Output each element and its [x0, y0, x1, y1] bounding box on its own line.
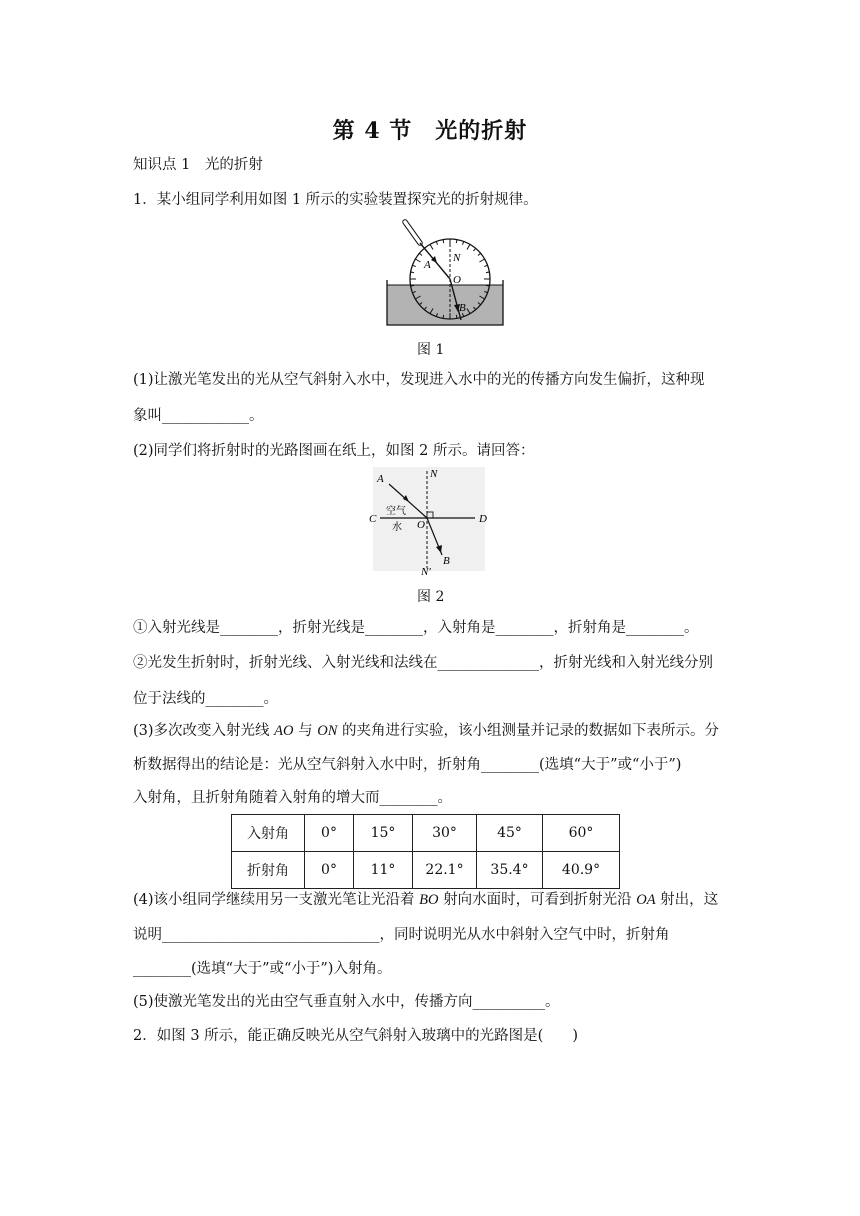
part-4-text-a: (4)该小组同学继续用另一支激光笔让光沿着 [133, 892, 420, 908]
protractor-tick [484, 265, 487, 266]
part-1-line-1: (1)让激光笔发出的光从空气斜射入水中，发现进入水中的光的传播方向发生偏折，这种现 [133, 372, 705, 388]
table-cell: 入射角 [232, 815, 305, 852]
fig2-label-c: C [369, 513, 377, 525]
symbol-oa: OA [636, 892, 656, 908]
part-1-line-2: 象叫____________。 [133, 408, 264, 424]
laser-pen [405, 222, 420, 243]
protractor-tick [456, 240, 457, 243]
figure-2-background [373, 467, 485, 571]
fig1-label-n: N [453, 252, 461, 264]
protractor-tick [419, 253, 422, 255]
figure-2-diagram [363, 465, 498, 577]
part-4-line-3: ________(选填“大于”或“小于”)入射角。 [133, 961, 392, 977]
fig2-label-water: 水 [392, 522, 402, 533]
protractor-tick [411, 285, 414, 286]
protractor-tick [462, 241, 463, 244]
protractor-tick [456, 315, 457, 318]
protractor-tick [443, 240, 444, 243]
protractor-tick [430, 244, 433, 249]
part-2-item-2-line-2: 位于法线的________。 [133, 691, 278, 707]
symbol-on: ON [317, 723, 338, 739]
part-2-item-2-line-1: ②光发生折射时，折射光线、入射光线和法线在______________，折射光线和入射光线分别 [133, 655, 713, 671]
protractor-tick [486, 285, 489, 286]
table-cell: 11° [354, 852, 413, 889]
fig2-label-n-prime: N′ [421, 566, 431, 577]
figure-1-diagram [378, 216, 508, 328]
protractor-tick [479, 259, 484, 262]
fig1-label-o: O [453, 274, 461, 286]
table-cell: 22.1° [413, 852, 477, 889]
part-2-intro: (2)同学们将折射时的光路图画在纸上，如图 2 所示。请回答： [133, 443, 535, 459]
protractor-tick [486, 272, 489, 273]
protractor-tick [436, 241, 437, 244]
angle-data-table [231, 814, 620, 889]
table-cell: 35.4° [477, 852, 543, 889]
protractor-tick [411, 272, 414, 273]
protractor-tick [415, 259, 420, 262]
fig2-label-o: O [417, 519, 425, 531]
part-5: (5)使激光笔发出的光由空气垂直射入水中，传播方向__________。 [133, 994, 560, 1010]
fig2-label-air: 空气 [386, 506, 406, 517]
protractor-tick [473, 248, 475, 251]
symbol-bo: BO [419, 892, 439, 908]
fig2-label-d: D [479, 513, 487, 525]
table-row [232, 815, 620, 852]
table-row [232, 852, 620, 889]
page-title: 第 4 节 光的折射 [332, 118, 528, 144]
table-cell: 45° [477, 815, 543, 852]
part-3-line-1 [133, 721, 719, 741]
table-cell: 30° [413, 815, 477, 852]
fig1-label-b: B [459, 302, 466, 314]
part-3-line-2: 析数据得出的结论是：光从空气斜射入水中时，折射角________(选填“大于”或“小于”) [133, 757, 682, 773]
part-2-item-1: ①入射光线是________，折射光线是________，入射角是________，折射角是________。 [133, 620, 699, 636]
fig2-label-a: A [377, 473, 384, 485]
part-3-line-3: 入射角，且折射角随着入射角的增大而________。 [133, 790, 452, 806]
question-2-stem: 2．如图 3 所示，能正确反映光从空气斜射入玻璃中的光路图是( ) [133, 1028, 578, 1044]
part-4-text-c: 射出，这 [655, 892, 719, 908]
protractor-tick [478, 253, 481, 255]
protractor-tick [443, 315, 444, 318]
figure-1-caption: 图 1 [417, 342, 445, 358]
figure-2-caption: 图 2 [417, 589, 445, 605]
part-4-line-2: 说明______________________________，同时说明光从水中斜射入空气中时，折射角 [133, 927, 670, 943]
table-cell: 0° [305, 815, 354, 852]
part-4-line-1 [133, 890, 718, 910]
protractor-tick [467, 244, 470, 249]
protractor-tick [412, 265, 415, 266]
symbol-ao: AO [274, 723, 294, 739]
table-cell: 40.9° [543, 852, 620, 889]
fig2-label-b: B [443, 555, 450, 567]
part-3-text-b: 与 [293, 723, 318, 739]
fig2-label-n: N [430, 468, 438, 480]
section-heading: 知识点 1 光的折射 [133, 157, 263, 173]
part-3-text-c: 的夹角进行实验，该小组测量并记录的数据如下表所示。分 [337, 723, 719, 739]
part-4-text-b: 射向水面时，可看到折射光沿 [438, 892, 637, 908]
table-cell: 60° [543, 815, 620, 852]
fig1-label-a: A [424, 259, 431, 271]
part-3-text-a: (3)多次改变入射光线 [133, 723, 275, 739]
table-cell: 15° [354, 815, 413, 852]
table-cell: 0° [305, 852, 354, 889]
question-1-stem: 1．某小组同学利用如图 1 所示的实验装置探究光的折射规律。 [133, 192, 538, 208]
table-cell: 折射角 [232, 852, 305, 889]
